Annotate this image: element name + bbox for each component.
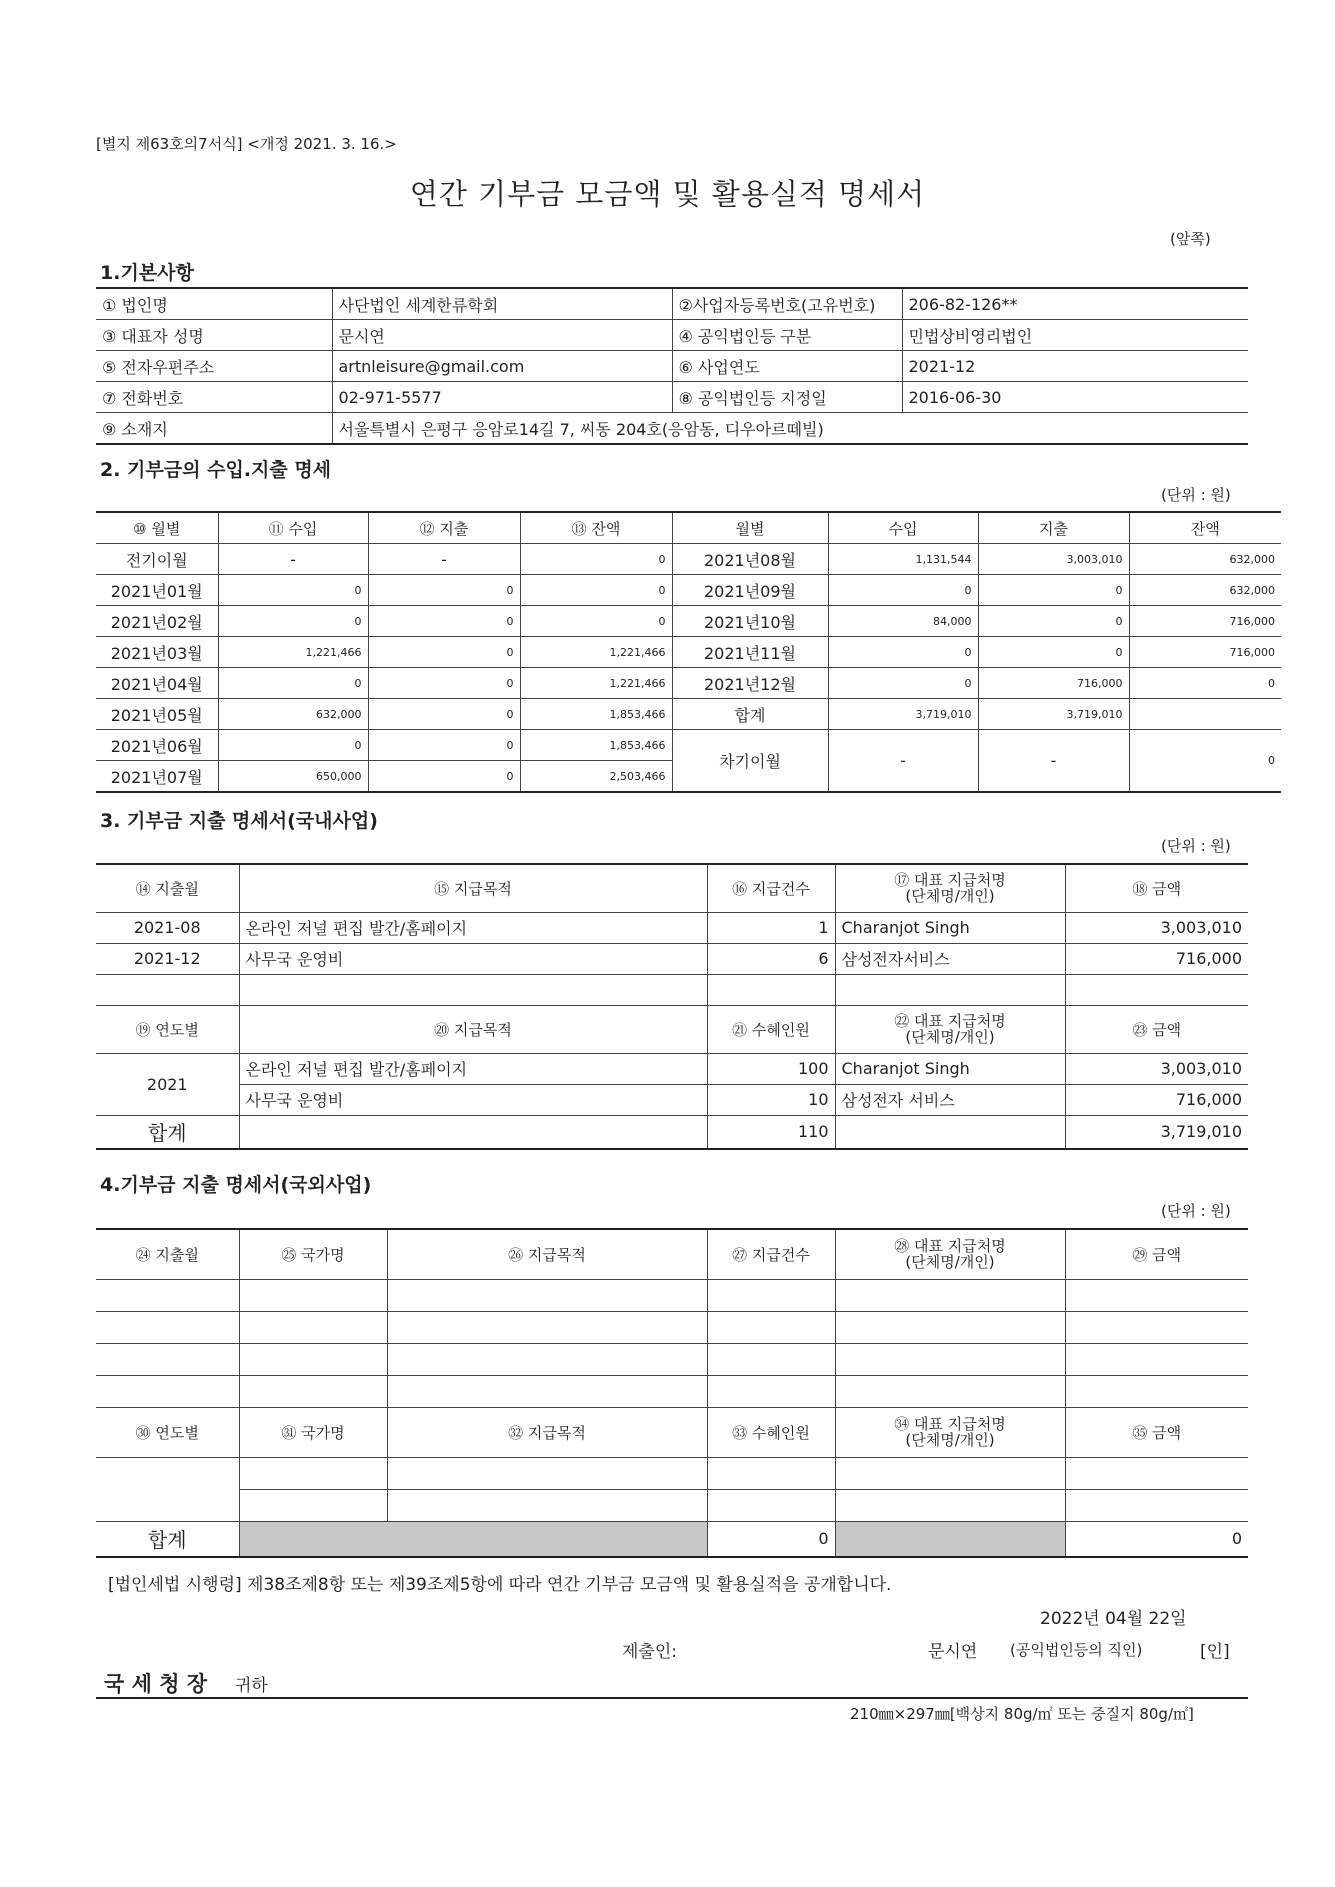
label-corp-name: ① 법인명 bbox=[96, 288, 332, 320]
income-total-cell: 3,719,010 bbox=[828, 699, 978, 730]
income-cell: 1,131,544 bbox=[828, 544, 978, 575]
label-designation-date: ⑧ 공익법인등 지정일 bbox=[672, 382, 902, 413]
shaded-cell bbox=[239, 1521, 707, 1557]
total-label-cell: 합계 bbox=[672, 699, 828, 730]
col-count: ⑯ 지급건수 bbox=[707, 864, 835, 912]
purpose-cell: 사무국 운영비 bbox=[239, 943, 707, 974]
total-label: 합계 bbox=[96, 1115, 239, 1149]
purpose-cell: 온라인 저널 편집 발간/홈페이지 bbox=[239, 912, 707, 943]
month-cell: 2021년10월 bbox=[672, 606, 828, 637]
table-row bbox=[96, 943, 1248, 974]
seal-mark: [인] bbox=[1200, 1642, 1230, 1662]
payee-header-line2: (단체명/개인) bbox=[905, 1431, 995, 1449]
amount-cell: 716,000 bbox=[1065, 943, 1248, 974]
empty-cell bbox=[835, 1115, 1065, 1149]
empty-cell bbox=[387, 1457, 707, 1489]
amount-cell: 3,003,010 bbox=[1065, 1053, 1248, 1084]
expense-cell: 0 bbox=[368, 637, 520, 668]
income-cell: 0 bbox=[218, 606, 368, 637]
table-row bbox=[96, 1489, 1248, 1521]
col-expense: ⑫ 지출 bbox=[368, 512, 520, 544]
value-location: 서울특별시 은평구 응암로14길 7, 씨동 204호(응암동, 디우아르떼빌) bbox=[332, 413, 1248, 445]
month-cell: 2021-12 bbox=[96, 943, 239, 974]
basic-info-table bbox=[96, 287, 1248, 445]
empty-cell bbox=[96, 1279, 239, 1311]
col-year: ⑲ 연도별 bbox=[96, 1005, 239, 1053]
col-beneficiaries: ㉝ 수혜인원 bbox=[707, 1407, 835, 1457]
carryover-income-cell: - bbox=[828, 730, 978, 793]
payee-header-line2: (단체명/개인) bbox=[905, 1028, 995, 1046]
empty-cell bbox=[239, 1343, 387, 1375]
empty-cell bbox=[96, 1311, 239, 1343]
payee-cell: 삼성전자서비스 bbox=[835, 943, 1065, 974]
income-cell: 0 bbox=[828, 575, 978, 606]
overseas-year-header bbox=[96, 1407, 1248, 1457]
table-row bbox=[96, 1343, 1248, 1375]
amount-cell: 716,000 bbox=[1065, 1084, 1248, 1115]
total-count: 0 bbox=[707, 1521, 835, 1557]
empty-cell bbox=[1065, 974, 1248, 1005]
total-label: 합계 bbox=[96, 1521, 239, 1557]
income-cell: 1,221,466 bbox=[218, 637, 368, 668]
balance-cell: 632,000 bbox=[1129, 575, 1281, 606]
payee-cell: Charanjot Singh bbox=[835, 1053, 1065, 1084]
col-payee bbox=[835, 1005, 1065, 1053]
expense-cell: 0 bbox=[978, 575, 1129, 606]
table-row bbox=[96, 1457, 1248, 1489]
empty-cell bbox=[707, 1311, 835, 1343]
col-year: ㉚ 연도별 bbox=[96, 1407, 239, 1457]
payee-cell: Charanjot Singh bbox=[835, 912, 1065, 943]
form-number: [별지 제63호의7서식] <개정 2021. 3. 16.> bbox=[96, 135, 397, 153]
month-cell: 2021-08 bbox=[96, 912, 239, 943]
table-row bbox=[96, 637, 1281, 668]
table-row bbox=[96, 575, 1281, 606]
empty-cell bbox=[835, 1311, 1065, 1343]
expense-cell: 0 bbox=[368, 730, 520, 761]
month-cell: 전기이월 bbox=[96, 544, 218, 575]
empty-cell bbox=[1065, 1311, 1248, 1343]
table-row bbox=[96, 1375, 1248, 1407]
col-count: ㉗ 지급건수 bbox=[707, 1229, 835, 1279]
basic-info-row bbox=[96, 320, 1248, 351]
expense-cell: 0 bbox=[978, 637, 1129, 668]
income-cell: 0 bbox=[828, 637, 978, 668]
recipient: 국 세 청 장 bbox=[104, 1672, 208, 1696]
col-payee bbox=[835, 1229, 1065, 1279]
balance-total-cell bbox=[1129, 699, 1281, 730]
value-representative: 문시연 bbox=[332, 320, 672, 351]
empty-cell bbox=[239, 1489, 387, 1521]
total-amount: 3,719,010 bbox=[1065, 1115, 1248, 1149]
year-cell: 2021 bbox=[96, 1053, 239, 1115]
footer-divider bbox=[96, 1697, 1248, 1699]
col-amount: ㉓ 금액 bbox=[1065, 1005, 1248, 1053]
total-row bbox=[96, 1521, 1248, 1557]
col-expense-2: 지출 bbox=[978, 512, 1129, 544]
col-month: ⑩ 월별 bbox=[96, 512, 218, 544]
month-cell: 2021년01월 bbox=[96, 575, 218, 606]
expense-cell: 0 bbox=[368, 668, 520, 699]
balance-cell: 0 bbox=[520, 606, 672, 637]
balance-cell: 716,000 bbox=[1129, 637, 1281, 668]
col-balance: ⑬ 잔액 bbox=[520, 512, 672, 544]
income-expense-header bbox=[96, 512, 1281, 544]
empty-cell bbox=[1065, 1343, 1248, 1375]
basic-info-row bbox=[96, 288, 1248, 320]
income-cell: 0 bbox=[218, 575, 368, 606]
expense-cell: 716,000 bbox=[978, 668, 1129, 699]
table-row bbox=[96, 1053, 1248, 1084]
empty-cell bbox=[387, 1343, 707, 1375]
empty-cell bbox=[387, 1311, 707, 1343]
empty-cell bbox=[707, 1279, 835, 1311]
month-cell: 2021년05월 bbox=[96, 699, 218, 730]
overseas-expense-table bbox=[96, 1228, 1248, 1558]
table-row bbox=[96, 1279, 1248, 1311]
beneficiaries-cell: 10 bbox=[707, 1084, 835, 1115]
table-row bbox=[96, 544, 1281, 575]
table-row bbox=[96, 668, 1281, 699]
month-cell: 2021년07월 bbox=[96, 761, 218, 793]
col-balance-2: 잔액 bbox=[1129, 512, 1281, 544]
empty-cell bbox=[239, 974, 707, 1005]
section-3-title: 3. 기부금 지출 명세서(국내사업) bbox=[100, 810, 378, 832]
shaded-cell bbox=[835, 1521, 1065, 1557]
empty-cell bbox=[96, 1375, 239, 1407]
balance-cell: 2,503,466 bbox=[520, 761, 672, 793]
col-country: ㉕ 국가명 bbox=[239, 1229, 387, 1279]
section-2-title: 2. 기부금의 수입.지출 명세 bbox=[100, 459, 332, 481]
basic-info-row bbox=[96, 382, 1248, 413]
total-row bbox=[96, 1115, 1248, 1149]
empty-cell bbox=[707, 1489, 835, 1521]
label-phone: ⑦ 전화번호 bbox=[96, 382, 332, 413]
expense-total-cell: 3,719,010 bbox=[978, 699, 1129, 730]
empty-cell bbox=[239, 1457, 387, 1489]
month-cell: 2021년02월 bbox=[96, 606, 218, 637]
income-cell: 0 bbox=[828, 668, 978, 699]
empty-cell bbox=[707, 1343, 835, 1375]
empty-cell bbox=[96, 1343, 239, 1375]
empty-cell bbox=[835, 1343, 1065, 1375]
section-4-unit: (단위 : 원) bbox=[1161, 1202, 1231, 1220]
col-expense-month: ㉔ 지출월 bbox=[96, 1229, 239, 1279]
balance-cell: 716,000 bbox=[1129, 606, 1281, 637]
col-purpose: ㉜ 지급목적 bbox=[387, 1407, 707, 1457]
col-beneficiaries: ㉑ 수혜인원 bbox=[707, 1005, 835, 1053]
empty-cell bbox=[239, 1311, 387, 1343]
empty-cell bbox=[835, 974, 1065, 1005]
col-purpose: ⑳ 지급목적 bbox=[239, 1005, 707, 1053]
domestic-expense-table bbox=[96, 863, 1248, 1150]
empty-cell bbox=[96, 974, 239, 1005]
expense-cell: 0 bbox=[978, 606, 1129, 637]
label-business-no: ②사업자등록번호(고유번호) bbox=[672, 288, 902, 320]
empty-cell bbox=[387, 1375, 707, 1407]
empty-cell bbox=[835, 1489, 1065, 1521]
empty-cell bbox=[707, 1457, 835, 1489]
label-location: ⑨ 소재지 bbox=[96, 413, 332, 445]
month-cell: 2021년12월 bbox=[672, 668, 828, 699]
balance-cell: 0 bbox=[520, 544, 672, 575]
empty-cell bbox=[387, 1279, 707, 1311]
empty-cell bbox=[239, 1115, 707, 1149]
section-2-unit: (단위 : 원) bbox=[1161, 486, 1231, 504]
empty-cell bbox=[1065, 1457, 1248, 1489]
balance-cell: 1,853,466 bbox=[520, 699, 672, 730]
balance-cell: 1,853,466 bbox=[520, 730, 672, 761]
carryover-label-cell: 차기이월 bbox=[672, 730, 828, 793]
page-title: 연간 기부금 모금액 및 활용실적 명세서 bbox=[409, 177, 926, 211]
month-cell: 2021년08월 bbox=[672, 544, 828, 575]
col-purpose: ㉖ 지급목적 bbox=[387, 1229, 707, 1279]
balance-cell: 1,221,466 bbox=[520, 637, 672, 668]
empty-cell bbox=[835, 1375, 1065, 1407]
submitter-label: 제출인: bbox=[622, 1642, 677, 1662]
basic-info-row bbox=[96, 413, 1248, 445]
table-row bbox=[96, 730, 1281, 761]
section-3-unit: (단위 : 원) bbox=[1161, 837, 1231, 855]
expense-cell: 0 bbox=[368, 606, 520, 637]
expense-cell: - bbox=[368, 544, 520, 575]
submitter-name: 문시연 bbox=[928, 1642, 978, 1662]
carryover-expense-cell: - bbox=[978, 730, 1129, 793]
empty-cell bbox=[1065, 1279, 1248, 1311]
income-cell: - bbox=[218, 544, 368, 575]
month-cell: 2021년09월 bbox=[672, 575, 828, 606]
payee-header-line1: ㉒ 대표 지급처명 bbox=[894, 1012, 1006, 1030]
balance-cell: 0 bbox=[1129, 668, 1281, 699]
label-representative: ③ 대표자 성명 bbox=[96, 320, 332, 351]
col-amount: ㉙ 금액 bbox=[1065, 1229, 1248, 1279]
balance-cell: 1,221,466 bbox=[520, 668, 672, 699]
payee-header-line2: (단체명/개인) bbox=[905, 1253, 995, 1272]
col-payee bbox=[835, 864, 1065, 912]
submitter-role: (공익법인등의 직인) bbox=[1010, 1641, 1143, 1659]
month-cell: 2021년04월 bbox=[96, 668, 218, 699]
domestic-header bbox=[96, 864, 1248, 912]
value-business-no: 206-82-126** bbox=[902, 288, 1248, 320]
balance-cell: 0 bbox=[520, 575, 672, 606]
table-row bbox=[96, 699, 1281, 730]
page-side-label: (앞쪽) bbox=[1170, 230, 1211, 248]
col-month-2: 월별 bbox=[672, 512, 828, 544]
empty-cell bbox=[1065, 1375, 1248, 1407]
total-amount: 0 bbox=[1065, 1521, 1248, 1557]
income-expense-table bbox=[96, 511, 1281, 793]
col-income-2: 수입 bbox=[828, 512, 978, 544]
col-purpose: ⑮ 지급목적 bbox=[239, 864, 707, 912]
submission-date: 2022년 04월 22일 bbox=[1040, 1609, 1187, 1629]
col-expense-month: ⑭ 지출월 bbox=[96, 864, 239, 912]
month-cell: 2021년11월 bbox=[672, 637, 828, 668]
month-cell: 2021년03월 bbox=[96, 637, 218, 668]
value-corp-type: 민법상비영리법인 bbox=[902, 320, 1248, 351]
section-1-title: 1.기본사항 bbox=[100, 262, 194, 284]
month-cell: 2021년06월 bbox=[96, 730, 218, 761]
payee-header-line1: ㉘ 대표 지급처명 bbox=[894, 1237, 1006, 1256]
value-phone: 02-971-5577 bbox=[332, 382, 672, 413]
paper-spec: 210㎜×297㎜[백상지 80g/㎡ 또는 중질지 80g/㎡] bbox=[850, 1705, 1194, 1723]
expense-cell: 0 bbox=[368, 699, 520, 730]
expense-cell: 0 bbox=[368, 761, 520, 793]
income-cell: 0 bbox=[218, 668, 368, 699]
purpose-cell: 온라인 저널 편집 발간/홈페이지 bbox=[239, 1053, 707, 1084]
value-designation-date: 2016-06-30 bbox=[902, 382, 1248, 413]
purpose-cell: 사무국 운영비 bbox=[239, 1084, 707, 1115]
amount-cell: 3,003,010 bbox=[1065, 912, 1248, 943]
col-income: ⑪ 수입 bbox=[218, 512, 368, 544]
legal-statement: [법인세법 시행령] 제38조제8항 또는 제39조제5항에 따라 연간 기부금 모금액 및 활용실적을 공개합니다. bbox=[108, 1575, 892, 1595]
expense-cell: 3,003,010 bbox=[978, 544, 1129, 575]
value-fiscal-year: 2021-12 bbox=[902, 351, 1248, 382]
table-row bbox=[96, 974, 1248, 1005]
section-4-title: 4.기부금 지출 명세서(국외사업) bbox=[100, 1174, 372, 1196]
expense-cell: 0 bbox=[368, 575, 520, 606]
label-corp-type: ④ 공익법인등 구분 bbox=[672, 320, 902, 351]
col-payee bbox=[835, 1407, 1065, 1457]
payee-header-line2: (단체명/개인) bbox=[905, 887, 995, 906]
empty-cell bbox=[835, 1279, 1065, 1311]
recipient-honorific: 귀하 bbox=[235, 1676, 268, 1696]
count-cell: 6 bbox=[707, 943, 835, 974]
table-row bbox=[96, 606, 1281, 637]
table-row bbox=[96, 1311, 1248, 1343]
empty-cell bbox=[239, 1279, 387, 1311]
empty-cell bbox=[835, 1457, 1065, 1489]
beneficiaries-cell: 100 bbox=[707, 1053, 835, 1084]
label-email: ⑤ 전자우편주소 bbox=[96, 351, 332, 382]
col-amount: ⑱ 금액 bbox=[1065, 864, 1248, 912]
label-fiscal-year: ⑥ 사업연도 bbox=[672, 351, 902, 382]
empty-cell bbox=[96, 1457, 239, 1521]
payee-cell: 삼성전자 서비스 bbox=[835, 1084, 1065, 1115]
income-cell: 632,000 bbox=[218, 699, 368, 730]
payee-header-line1: ㉞ 대표 지급처명 bbox=[894, 1415, 1006, 1433]
empty-cell bbox=[1065, 1489, 1248, 1521]
empty-cell bbox=[387, 1489, 707, 1521]
total-count: 110 bbox=[707, 1115, 835, 1149]
income-cell: 0 bbox=[218, 730, 368, 761]
table-row bbox=[96, 912, 1248, 943]
value-email: artnleisure@gmail.com bbox=[332, 351, 672, 382]
basic-info-row bbox=[96, 351, 1248, 382]
payee-header-line1: ⑰ 대표 지급처명 bbox=[894, 871, 1006, 890]
value-corp-name: 사단법인 세계한류학회 bbox=[332, 288, 672, 320]
income-cell: 84,000 bbox=[828, 606, 978, 637]
empty-cell bbox=[707, 1375, 835, 1407]
col-amount: ㉟ 금액 bbox=[1065, 1407, 1248, 1457]
count-cell: 1 bbox=[707, 912, 835, 943]
domestic-year-header bbox=[96, 1005, 1248, 1053]
balance-cell: 632,000 bbox=[1129, 544, 1281, 575]
table-row bbox=[96, 1084, 1248, 1115]
empty-cell bbox=[707, 974, 835, 1005]
col-country: ㉛ 국가명 bbox=[239, 1407, 387, 1457]
overseas-header bbox=[96, 1229, 1248, 1279]
empty-cell bbox=[239, 1375, 387, 1407]
carryover-balance-cell: 0 bbox=[1129, 730, 1281, 793]
income-cell: 650,000 bbox=[218, 761, 368, 793]
